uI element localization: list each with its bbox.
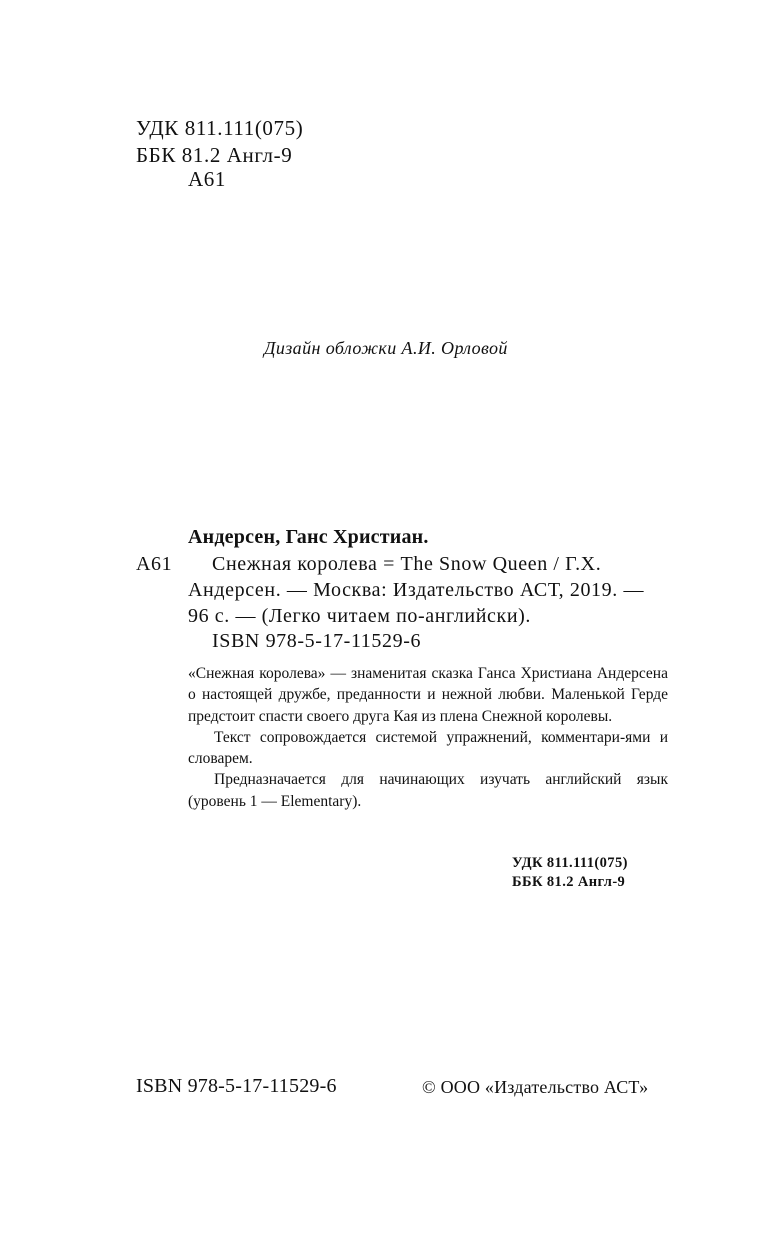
catalog-line-publisher: Андерсен. — Москва: Издательство АСТ, 2019. —	[188, 579, 645, 601]
catalog-line-isbn: ISBN 978-5-17-11529-6	[212, 630, 422, 652]
catalog-line-pages: 96 с. — (Легко читаем по-английски).	[188, 605, 531, 627]
abstract-paragraph: Предназначается для начинающих изучать английский язык (уровень 1 — Elementary).	[188, 771, 668, 810]
catalog-author: Андерсен, Ганс Христиан.	[188, 526, 429, 548]
udk-code-small: УДК 811.111(075)	[512, 855, 628, 871]
footer-copyright: © ООО «Издательство АСТ»	[422, 1077, 649, 1097]
author-mark: А61	[188, 167, 226, 191]
catalog-author-mark: А61	[136, 553, 173, 575]
bbk-code-small: ББК 81.2 Англ-9	[512, 874, 626, 890]
bbk-code: ББК 81.2 Англ-9	[136, 143, 293, 167]
abstract-paragraph: Текст сопровождается системой упражнений, комментари-ями и словарем.	[188, 728, 668, 768]
udk-code: УДК 811.111(075)	[136, 116, 304, 140]
cover-design-credit: Дизайн обложки А.И. Орловой	[264, 338, 508, 358]
abstract	[188, 663, 668, 812]
catalog-line-title: Снежная королева = The Snow Queen / Г.Х.	[212, 553, 602, 575]
footer-isbn: ISBN 978-5-17-11529-6	[136, 1075, 337, 1097]
abstract-paragraph: «Снежная королева» — знаменитая сказка Ганса Христиана Андерсена о настоящей дружбе, преданности и нежной любви. Маленькой Герде предстоит спасти своего друга Кая из плена Снежной королевы.	[188, 665, 668, 725]
